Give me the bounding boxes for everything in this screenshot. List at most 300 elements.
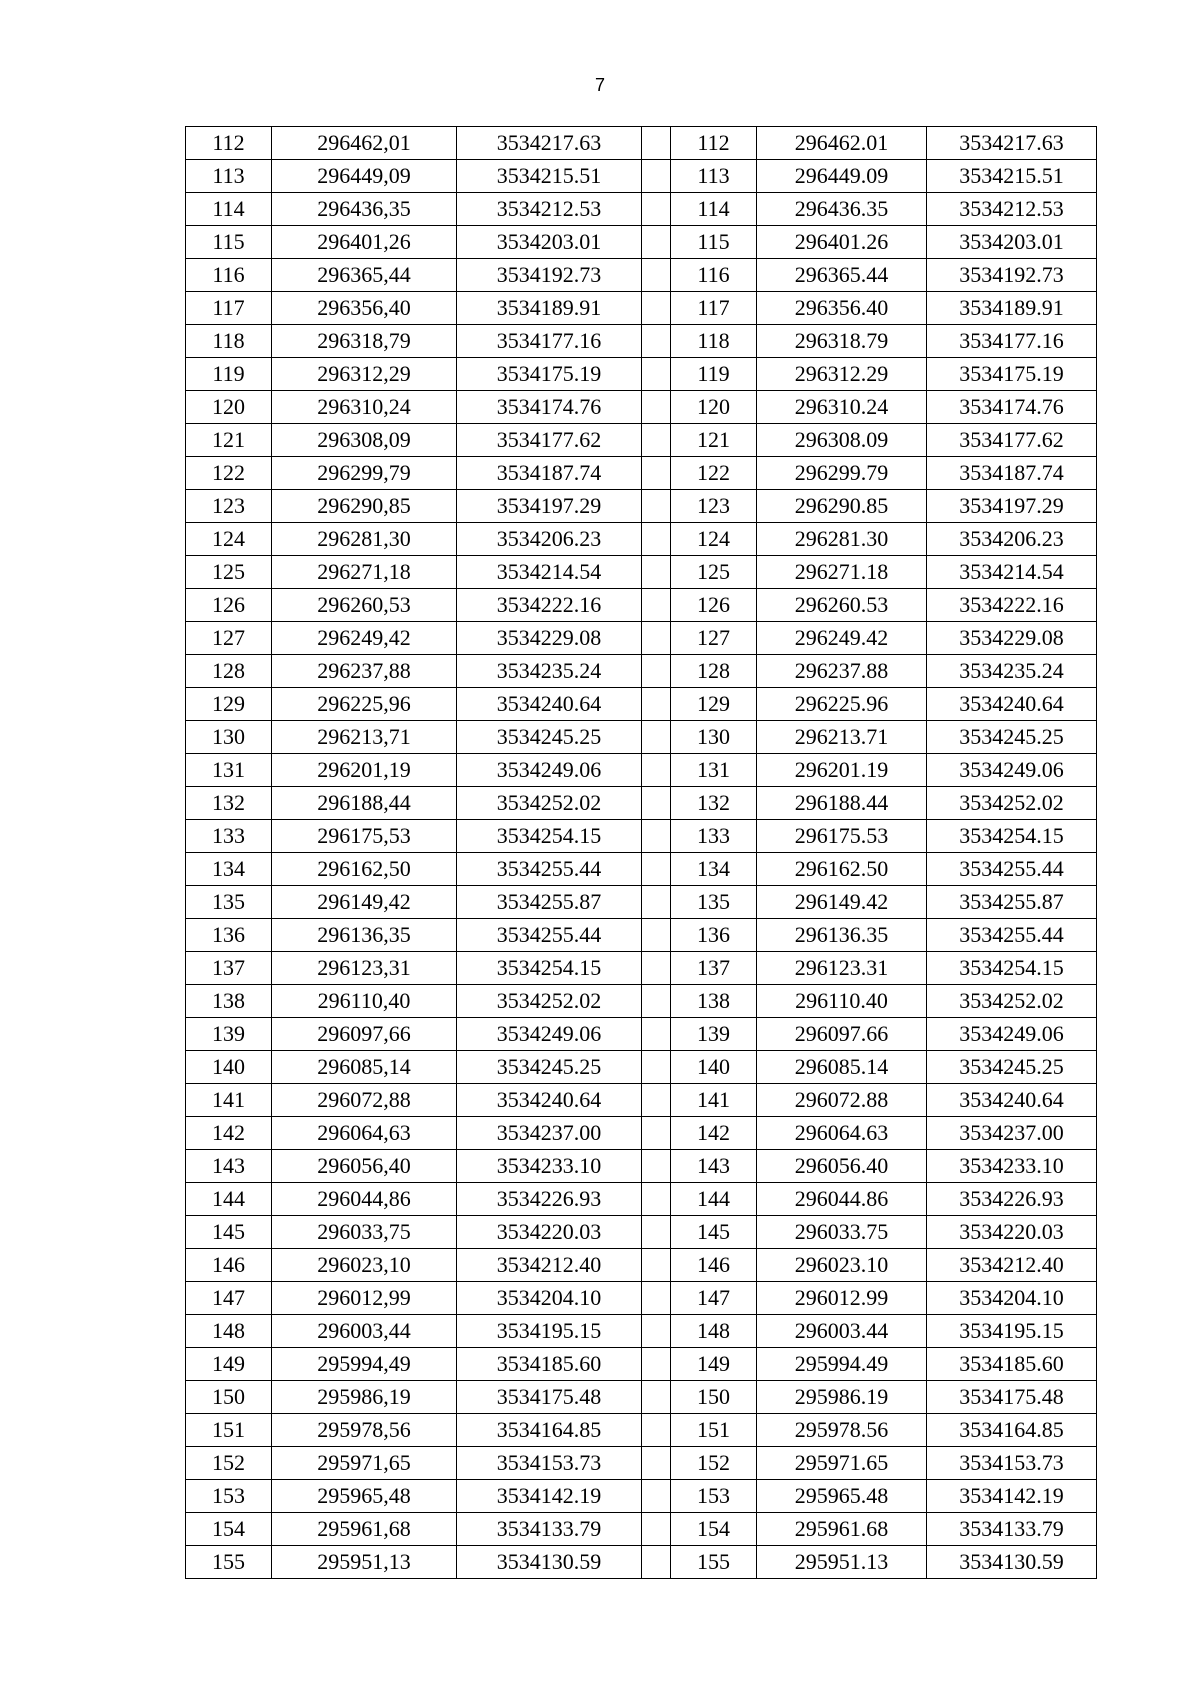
y-coordinate-new-cell: 3534252.02: [927, 787, 1097, 820]
x-coordinate-cell: 296201,19: [272, 754, 457, 787]
x-coordinate-new-cell: 296290.85: [757, 490, 927, 523]
y-coordinate-new-cell: 3534175.19: [927, 358, 1097, 391]
separator-cell: [642, 1315, 671, 1348]
table-row: [186, 259, 1097, 292]
y-coordinate-cell: 3534226.93: [457, 1183, 642, 1216]
separator-cell: [642, 523, 671, 556]
x-coordinate-cell: 295965,48: [272, 1480, 457, 1513]
x-coordinate-cell: 296436,35: [272, 193, 457, 226]
x-coordinate-cell: 295951,13: [272, 1546, 457, 1579]
x-coordinate-new-cell: 296033.75: [757, 1216, 927, 1249]
separator-cell: [642, 160, 671, 193]
x-coordinate-cell: 296012,99: [272, 1282, 457, 1315]
x-coordinate-cell: 296299,79: [272, 457, 457, 490]
y-coordinate-new-cell: 3534204.10: [927, 1282, 1097, 1315]
point-number-cell: 114: [186, 193, 272, 226]
point-number-cell: 121: [186, 424, 272, 457]
y-coordinate-new-cell: 3534142.19: [927, 1480, 1097, 1513]
point-number-new-cell: 151: [671, 1414, 757, 1447]
point-number-new-cell: 129: [671, 688, 757, 721]
point-number-cell: 134: [186, 853, 272, 886]
separator-cell: [642, 1414, 671, 1447]
x-coordinate-cell: 296033,75: [272, 1216, 457, 1249]
point-number-cell: 154: [186, 1513, 272, 1546]
point-number-new-cell: 118: [671, 325, 757, 358]
point-number-cell: 153: [186, 1480, 272, 1513]
y-coordinate-new-cell: 3534195.15: [927, 1315, 1097, 1348]
point-number-new-cell: 148: [671, 1315, 757, 1348]
point-number-cell: 118: [186, 325, 272, 358]
point-number-new-cell: 122: [671, 457, 757, 490]
y-coordinate-cell: 3534249.06: [457, 1018, 642, 1051]
y-coordinate-cell: 3534240.64: [457, 1084, 642, 1117]
point-number-cell: 132: [186, 787, 272, 820]
table-row: [186, 1414, 1097, 1447]
x-coordinate-cell: 296188,44: [272, 787, 457, 820]
point-number-cell: 120: [186, 391, 272, 424]
x-coordinate-cell: 296085,14: [272, 1051, 457, 1084]
table-row: [186, 985, 1097, 1018]
table-row: [186, 1447, 1097, 1480]
point-number-cell: 138: [186, 985, 272, 1018]
separator-cell: [642, 1447, 671, 1480]
table-row: [186, 622, 1097, 655]
table-row: [186, 1216, 1097, 1249]
y-coordinate-new-cell: 3534255.87: [927, 886, 1097, 919]
table-row: [186, 391, 1097, 424]
table-row: [186, 853, 1097, 886]
point-number-new-cell: 140: [671, 1051, 757, 1084]
x-coordinate-new-cell: 296462.01: [757, 127, 927, 160]
point-number-cell: 123: [186, 490, 272, 523]
separator-cell: [642, 754, 671, 787]
x-coordinate-cell: 296175,53: [272, 820, 457, 853]
page-number: 7: [594, 75, 605, 95]
x-coordinate-cell: 296401,26: [272, 226, 457, 259]
y-coordinate-cell: 3534212.40: [457, 1249, 642, 1282]
y-coordinate-new-cell: 3534255.44: [927, 853, 1097, 886]
table-row: [186, 556, 1097, 589]
x-coordinate-new-cell: 296044.86: [757, 1183, 927, 1216]
x-coordinate-cell: 296449,09: [272, 160, 457, 193]
point-number-cell: 149: [186, 1348, 272, 1381]
point-number-new-cell: 142: [671, 1117, 757, 1150]
point-number-cell: 133: [186, 820, 272, 853]
separator-cell: [642, 1249, 671, 1282]
x-coordinate-cell: 296271,18: [272, 556, 457, 589]
x-coordinate-cell: 296097,66: [272, 1018, 457, 1051]
separator-cell: [642, 886, 671, 919]
y-coordinate-new-cell: 3534174.76: [927, 391, 1097, 424]
point-number-cell: 137: [186, 952, 272, 985]
point-number-cell: 116: [186, 259, 272, 292]
y-coordinate-cell: 3534197.29: [457, 490, 642, 523]
point-number-new-cell: 130: [671, 721, 757, 754]
separator-cell: [642, 919, 671, 952]
separator-cell: [642, 1117, 671, 1150]
point-number-cell: 148: [186, 1315, 272, 1348]
x-coordinate-new-cell: 296271.18: [757, 556, 927, 589]
x-coordinate-cell: 296365,44: [272, 259, 457, 292]
table-row: [186, 1480, 1097, 1513]
table-row: [186, 226, 1097, 259]
x-coordinate-cell: 296213,71: [272, 721, 457, 754]
table-row: [186, 1381, 1097, 1414]
separator-cell: [642, 622, 671, 655]
y-coordinate-new-cell: 3534215.51: [927, 160, 1097, 193]
table-row: [186, 721, 1097, 754]
point-number-new-cell: 115: [671, 226, 757, 259]
point-number-cell: 122: [186, 457, 272, 490]
y-coordinate-cell: 3534177.16: [457, 325, 642, 358]
y-coordinate-cell: 3534254.15: [457, 820, 642, 853]
point-number-cell: 140: [186, 1051, 272, 1084]
x-coordinate-new-cell: 296110.40: [757, 985, 927, 1018]
y-coordinate-new-cell: 3534245.25: [927, 721, 1097, 754]
point-number-new-cell: 138: [671, 985, 757, 1018]
table-row: [186, 1150, 1097, 1183]
table-row: [186, 523, 1097, 556]
y-coordinate-new-cell: 3534153.73: [927, 1447, 1097, 1480]
y-coordinate-new-cell: 3534177.62: [927, 424, 1097, 457]
y-coordinate-cell: 3534153.73: [457, 1447, 642, 1480]
x-coordinate-new-cell: 296188.44: [757, 787, 927, 820]
point-number-new-cell: 126: [671, 589, 757, 622]
y-coordinate-new-cell: 3534133.79: [927, 1513, 1097, 1546]
separator-cell: [642, 1183, 671, 1216]
table-row: [186, 160, 1097, 193]
separator-cell: [642, 292, 671, 325]
point-number-cell: 145: [186, 1216, 272, 1249]
x-coordinate-cell: 296356,40: [272, 292, 457, 325]
x-coordinate-cell: 296290,85: [272, 490, 457, 523]
x-coordinate-new-cell: 296085.14: [757, 1051, 927, 1084]
point-number-new-cell: 146: [671, 1249, 757, 1282]
y-coordinate-cell: 3534220.03: [457, 1216, 642, 1249]
x-coordinate-new-cell: 296308.09: [757, 424, 927, 457]
separator-cell: [642, 226, 671, 259]
point-number-cell: 151: [186, 1414, 272, 1447]
separator-cell: [642, 127, 671, 160]
table-row: [186, 1249, 1097, 1282]
y-coordinate-cell: 3534177.62: [457, 424, 642, 457]
x-coordinate-new-cell: 295965.48: [757, 1480, 927, 1513]
point-number-new-cell: 150: [671, 1381, 757, 1414]
table-row: [186, 919, 1097, 952]
x-coordinate-new-cell: 296072.88: [757, 1084, 927, 1117]
x-coordinate-cell: 296064,63: [272, 1117, 457, 1150]
point-number-new-cell: 121: [671, 424, 757, 457]
x-coordinate-new-cell: 296249.42: [757, 622, 927, 655]
separator-cell: [642, 1150, 671, 1183]
point-number-new-cell: 119: [671, 358, 757, 391]
point-number-new-cell: 133: [671, 820, 757, 853]
y-coordinate-new-cell: 3534203.01: [927, 226, 1097, 259]
separator-cell: [642, 1381, 671, 1414]
y-coordinate-cell: 3534245.25: [457, 1051, 642, 1084]
x-coordinate-cell: 295971,65: [272, 1447, 457, 1480]
y-coordinate-cell: 3534187.74: [457, 457, 642, 490]
x-coordinate-cell: 296312,29: [272, 358, 457, 391]
y-coordinate-cell: 3534233.10: [457, 1150, 642, 1183]
x-coordinate-new-cell: 296023.10: [757, 1249, 927, 1282]
x-coordinate-new-cell: 296201.19: [757, 754, 927, 787]
x-coordinate-new-cell: 296056.40: [757, 1150, 927, 1183]
y-coordinate-cell: 3534130.59: [457, 1546, 642, 1579]
y-coordinate-new-cell: 3534249.06: [927, 754, 1097, 787]
x-coordinate-cell: 296310,24: [272, 391, 457, 424]
y-coordinate-new-cell: 3534245.25: [927, 1051, 1097, 1084]
y-coordinate-cell: 3534237.00: [457, 1117, 642, 1150]
y-coordinate-new-cell: 3534177.16: [927, 325, 1097, 358]
separator-cell: [642, 1513, 671, 1546]
table-row: [186, 1315, 1097, 1348]
y-coordinate-cell: 3534217.63: [457, 127, 642, 160]
y-coordinate-cell: 3534240.64: [457, 688, 642, 721]
separator-cell: [642, 457, 671, 490]
y-coordinate-cell: 3534235.24: [457, 655, 642, 688]
separator-cell: [642, 1546, 671, 1579]
y-coordinate-cell: 3534252.02: [457, 985, 642, 1018]
x-coordinate-new-cell: 296162.50: [757, 853, 927, 886]
y-coordinate-cell: 3534214.54: [457, 556, 642, 589]
point-number-cell: 152: [186, 1447, 272, 1480]
x-coordinate-cell: 296260,53: [272, 589, 457, 622]
x-coordinate-new-cell: 296003.44: [757, 1315, 927, 1348]
point-number-new-cell: 127: [671, 622, 757, 655]
table-row: [186, 193, 1097, 226]
y-coordinate-cell: 3534164.85: [457, 1414, 642, 1447]
x-coordinate-new-cell: 296213.71: [757, 721, 927, 754]
table-row: [186, 1282, 1097, 1315]
y-coordinate-new-cell: 3534254.15: [927, 952, 1097, 985]
y-coordinate-new-cell: 3534240.64: [927, 1084, 1097, 1117]
x-coordinate-new-cell: 296401.26: [757, 226, 927, 259]
table-row: [186, 886, 1097, 919]
x-coordinate-cell: 296462,01: [272, 127, 457, 160]
x-coordinate-cell: 296123,31: [272, 952, 457, 985]
point-number-new-cell: 131: [671, 754, 757, 787]
y-coordinate-new-cell: 3534226.93: [927, 1183, 1097, 1216]
point-number-cell: 129: [186, 688, 272, 721]
x-coordinate-new-cell: 296365.44: [757, 259, 927, 292]
separator-cell: [642, 1348, 671, 1381]
x-coordinate-new-cell: 296064.63: [757, 1117, 927, 1150]
separator-cell: [642, 1282, 671, 1315]
x-coordinate-cell: 296023,10: [272, 1249, 457, 1282]
y-coordinate-new-cell: 3534254.15: [927, 820, 1097, 853]
point-number-new-cell: 128: [671, 655, 757, 688]
x-coordinate-cell: 296308,09: [272, 424, 457, 457]
point-number-new-cell: 125: [671, 556, 757, 589]
y-coordinate-new-cell: 3534192.73: [927, 259, 1097, 292]
y-coordinate-new-cell: 3534175.48: [927, 1381, 1097, 1414]
y-coordinate-new-cell: 3534240.64: [927, 688, 1097, 721]
y-coordinate-cell: 3534249.06: [457, 754, 642, 787]
point-number-new-cell: 135: [671, 886, 757, 919]
y-coordinate-cell: 3534174.76: [457, 391, 642, 424]
separator-cell: [642, 952, 671, 985]
point-number-new-cell: 153: [671, 1480, 757, 1513]
separator-cell: [642, 655, 671, 688]
table-row: [186, 358, 1097, 391]
table-row: [186, 589, 1097, 622]
x-coordinate-new-cell: 295951.13: [757, 1546, 927, 1579]
point-number-new-cell: 137: [671, 952, 757, 985]
x-coordinate-cell: 296149,42: [272, 886, 457, 919]
y-coordinate-cell: 3534245.25: [457, 721, 642, 754]
point-number-new-cell: 123: [671, 490, 757, 523]
y-coordinate-new-cell: 3534185.60: [927, 1348, 1097, 1381]
x-coordinate-new-cell: 296356.40: [757, 292, 927, 325]
point-number-new-cell: 147: [671, 1282, 757, 1315]
x-coordinate-new-cell: 296310.24: [757, 391, 927, 424]
x-coordinate-cell: 295978,56: [272, 1414, 457, 1447]
point-number-cell: 150: [186, 1381, 272, 1414]
point-number-cell: 117: [186, 292, 272, 325]
point-number-new-cell: 120: [671, 391, 757, 424]
point-number-cell: 130: [186, 721, 272, 754]
table-row: [186, 1183, 1097, 1216]
point-number-cell: 124: [186, 523, 272, 556]
x-coordinate-new-cell: 296136.35: [757, 919, 927, 952]
separator-cell: [642, 193, 671, 226]
x-coordinate-cell: 296225,96: [272, 688, 457, 721]
y-coordinate-new-cell: 3534220.03: [927, 1216, 1097, 1249]
point-number-cell: 112: [186, 127, 272, 160]
x-coordinate-new-cell: 295986.19: [757, 1381, 927, 1414]
x-coordinate-cell: 296003,44: [272, 1315, 457, 1348]
y-coordinate-new-cell: 3534206.23: [927, 523, 1097, 556]
point-number-cell: 131: [186, 754, 272, 787]
y-coordinate-cell: 3534222.16: [457, 589, 642, 622]
y-coordinate-new-cell: 3534249.06: [927, 1018, 1097, 1051]
separator-cell: [642, 358, 671, 391]
table-row: [186, 655, 1097, 688]
point-number-new-cell: 139: [671, 1018, 757, 1051]
x-coordinate-new-cell: 296281.30: [757, 523, 927, 556]
y-coordinate-cell: 3534192.73: [457, 259, 642, 292]
y-coordinate-new-cell: 3534189.91: [927, 292, 1097, 325]
y-coordinate-cell: 3534229.08: [457, 622, 642, 655]
x-coordinate-cell: 295961,68: [272, 1513, 457, 1546]
separator-cell: [642, 589, 671, 622]
x-coordinate-new-cell: 295971.65: [757, 1447, 927, 1480]
y-coordinate-new-cell: 3534214.54: [927, 556, 1097, 589]
point-number-cell: 115: [186, 226, 272, 259]
point-number-cell: 135: [186, 886, 272, 919]
x-coordinate-new-cell: 296299.79: [757, 457, 927, 490]
x-coordinate-new-cell: 296149.42: [757, 886, 927, 919]
table-row: [186, 688, 1097, 721]
y-coordinate-new-cell: 3534212.40: [927, 1249, 1097, 1282]
point-number-new-cell: 132: [671, 787, 757, 820]
y-coordinate-new-cell: 3534233.10: [927, 1150, 1097, 1183]
separator-cell: [642, 1480, 671, 1513]
y-coordinate-new-cell: 3534255.44: [927, 919, 1097, 952]
point-number-new-cell: 145: [671, 1216, 757, 1249]
x-coordinate-cell: 296237,88: [272, 655, 457, 688]
x-coordinate-cell: 296136,35: [272, 919, 457, 952]
table-row: [186, 490, 1097, 523]
coordinates-table: [185, 126, 1097, 1579]
separator-cell: [642, 853, 671, 886]
x-coordinate-new-cell: 296012.99: [757, 1282, 927, 1315]
table-row: [186, 820, 1097, 853]
separator-cell: [642, 721, 671, 754]
x-coordinate-cell: 296249,42: [272, 622, 457, 655]
y-coordinate-cell: 3534195.15: [457, 1315, 642, 1348]
y-coordinate-new-cell: 3534187.74: [927, 457, 1097, 490]
separator-cell: [642, 391, 671, 424]
separator-cell: [642, 556, 671, 589]
point-number-cell: 139: [186, 1018, 272, 1051]
x-coordinate-new-cell: 296123.31: [757, 952, 927, 985]
y-coordinate-cell: 3534255.44: [457, 853, 642, 886]
table-row: [186, 1546, 1097, 1579]
x-coordinate-cell: 296110,40: [272, 985, 457, 1018]
x-coordinate-new-cell: 296436.35: [757, 193, 927, 226]
point-number-cell: 127: [186, 622, 272, 655]
point-number-new-cell: 154: [671, 1513, 757, 1546]
point-number-new-cell: 124: [671, 523, 757, 556]
point-number-new-cell: 155: [671, 1546, 757, 1579]
point-number-cell: 125: [186, 556, 272, 589]
y-coordinate-new-cell: 3534237.00: [927, 1117, 1097, 1150]
point-number-new-cell: 141: [671, 1084, 757, 1117]
x-coordinate-new-cell: 295961.68: [757, 1513, 927, 1546]
table-row: [186, 952, 1097, 985]
table-row: [186, 787, 1097, 820]
y-coordinate-new-cell: 3534212.53: [927, 193, 1097, 226]
y-coordinate-new-cell: 3534197.29: [927, 490, 1097, 523]
point-number-new-cell: 114: [671, 193, 757, 226]
x-coordinate-new-cell: 295994.49: [757, 1348, 927, 1381]
separator-cell: [642, 820, 671, 853]
x-coordinate-cell: 296044,86: [272, 1183, 457, 1216]
table-row: [186, 1018, 1097, 1051]
y-coordinate-cell: 3534142.19: [457, 1480, 642, 1513]
table-row: [186, 127, 1097, 160]
y-coordinate-cell: 3534175.19: [457, 358, 642, 391]
table-row: [186, 754, 1097, 787]
point-number-cell: 113: [186, 160, 272, 193]
point-number-cell: 146: [186, 1249, 272, 1282]
separator-cell: [642, 424, 671, 457]
y-coordinate-cell: 3534255.44: [457, 919, 642, 952]
table-row: [186, 1513, 1097, 1546]
point-number-new-cell: 143: [671, 1150, 757, 1183]
y-coordinate-cell: 3534203.01: [457, 226, 642, 259]
point-number-cell: 141: [186, 1084, 272, 1117]
table-row: [186, 292, 1097, 325]
separator-cell: [642, 1084, 671, 1117]
point-number-cell: 126: [186, 589, 272, 622]
point-number-new-cell: 112: [671, 127, 757, 160]
y-coordinate-cell: 3534206.23: [457, 523, 642, 556]
separator-cell: [642, 490, 671, 523]
y-coordinate-new-cell: 3534164.85: [927, 1414, 1097, 1447]
x-coordinate-cell: 296162,50: [272, 853, 457, 886]
y-coordinate-new-cell: 3534222.16: [927, 589, 1097, 622]
x-coordinate-cell: 296072,88: [272, 1084, 457, 1117]
y-coordinate-cell: 3534255.87: [457, 886, 642, 919]
y-coordinate-new-cell: 3534235.24: [927, 655, 1097, 688]
point-number-new-cell: 116: [671, 259, 757, 292]
separator-cell: [642, 1018, 671, 1051]
separator-cell: [642, 259, 671, 292]
y-coordinate-cell: 3534185.60: [457, 1348, 642, 1381]
